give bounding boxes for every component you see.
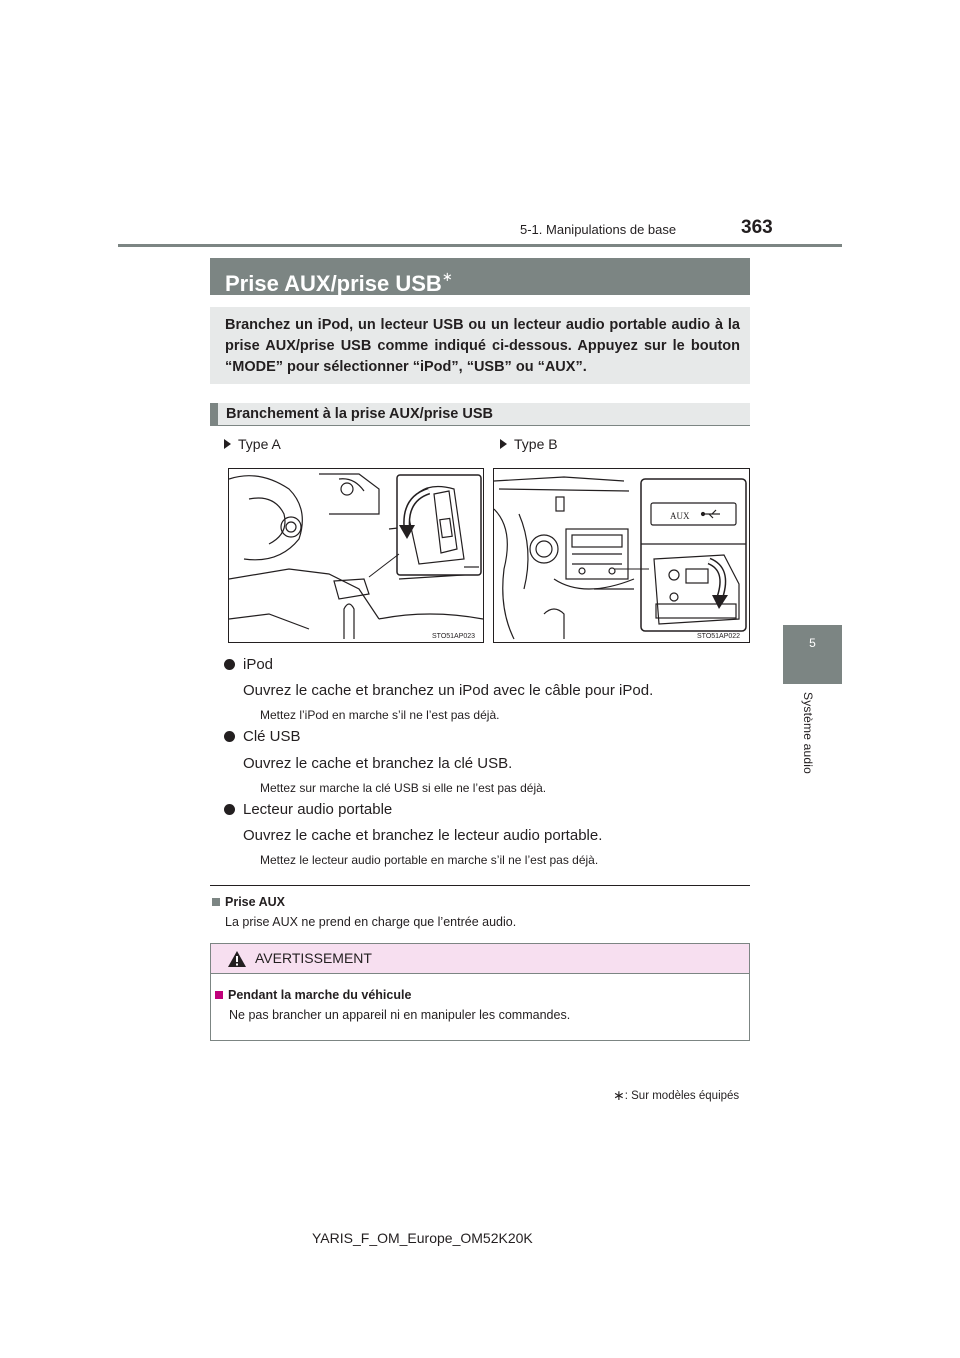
- item-usb-text: Ouvrez le cache et branchez la clé USB.: [243, 755, 513, 772]
- item-portable-title: Lecteur audio portable: [224, 801, 392, 818]
- figure-label-type-a: Type A: [224, 436, 281, 452]
- item-ipod-title: iPod: [224, 656, 273, 673]
- warning-box: [210, 943, 750, 1041]
- item-usb-note: Mettez sur marche la clé USB si elle ne l’est pas déjà.: [260, 781, 547, 795]
- header-rule: [118, 244, 842, 247]
- footnote: ∗: Sur modèles équipés: [613, 1087, 740, 1103]
- square-bullet-icon: [212, 898, 220, 906]
- warning-triangle-icon: [227, 950, 247, 968]
- item-portable-note: Mettez le lecteur audio portable en marche s’il ne l’est pas déjà.: [260, 853, 599, 867]
- footnote-mark: ∗: [441, 269, 453, 284]
- item-usb-title: Clé USB: [224, 728, 301, 745]
- figure-code-a: STO51AP023: [432, 633, 476, 640]
- page-title-text: Prise AUX/prise USB: [225, 271, 442, 296]
- item-portable-text: Ouvrez le cache et branchez le lecteur audio portable.: [243, 827, 603, 844]
- dashboard-illustration-b: [494, 469, 749, 642]
- chapter-tab: 5: [783, 625, 842, 684]
- divider: [210, 885, 750, 886]
- aux-label: AUX: [670, 511, 690, 521]
- footer-doc-id: YARIS_F_OM_Europe_OM52K20K: [312, 1230, 533, 1246]
- bullet-dot-icon: [224, 804, 235, 815]
- page-title: [210, 258, 750, 295]
- item-ipod-note: Mettez l’iPod en marche s’il ne l’est pas déjà.: [260, 708, 500, 722]
- aux-note-title: Prise AUX: [212, 895, 285, 909]
- footnote-mark: ∗: [613, 1087, 625, 1103]
- figure-type-a: [228, 468, 484, 643]
- aux-note-text: La prise AUX ne prend en charge que l’entrée audio.: [225, 915, 517, 929]
- warning-header-text: AVERTISSEMENT: [255, 950, 372, 966]
- figure-code-b: STO51AP022: [697, 633, 741, 640]
- section-title: 5-1. Manipulations de base: [520, 222, 677, 237]
- figure-label-type-b: Type B: [500, 436, 558, 452]
- triangle-bullet-icon: [224, 439, 231, 449]
- subheading: Branchement à la prise AUX/prise USB: [210, 403, 750, 426]
- chapter-label: Système audio: [801, 692, 815, 774]
- bullet-dot-icon: [224, 659, 235, 670]
- page-number: 363: [741, 217, 773, 238]
- warning-text: Ne pas brancher un appareil ni en manipuler les commandes.: [229, 1008, 571, 1022]
- warning-title: Pendant la marche du véhicule: [215, 988, 411, 1002]
- item-ipod-text: Ouvrez le cache et branchez un iPod avec le câble pour iPod.: [243, 682, 654, 699]
- warning-header: [211, 944, 749, 974]
- triangle-bullet-icon: [500, 439, 507, 449]
- square-bullet-icon: [215, 991, 223, 999]
- intro-box: Branchez un iPod, un lecteur USB ou un lecteur audio portable audio à la prise AUX/prise USB comme indiqué ci-dessous. Appuyez sur le bouton “MODE” pour sélectionner “iPod”, “USB” ou “AUX”.: [210, 307, 750, 384]
- dashboard-illustration-a: [229, 469, 483, 642]
- figure-type-b: [493, 468, 750, 643]
- bullet-dot-icon: [224, 731, 235, 742]
